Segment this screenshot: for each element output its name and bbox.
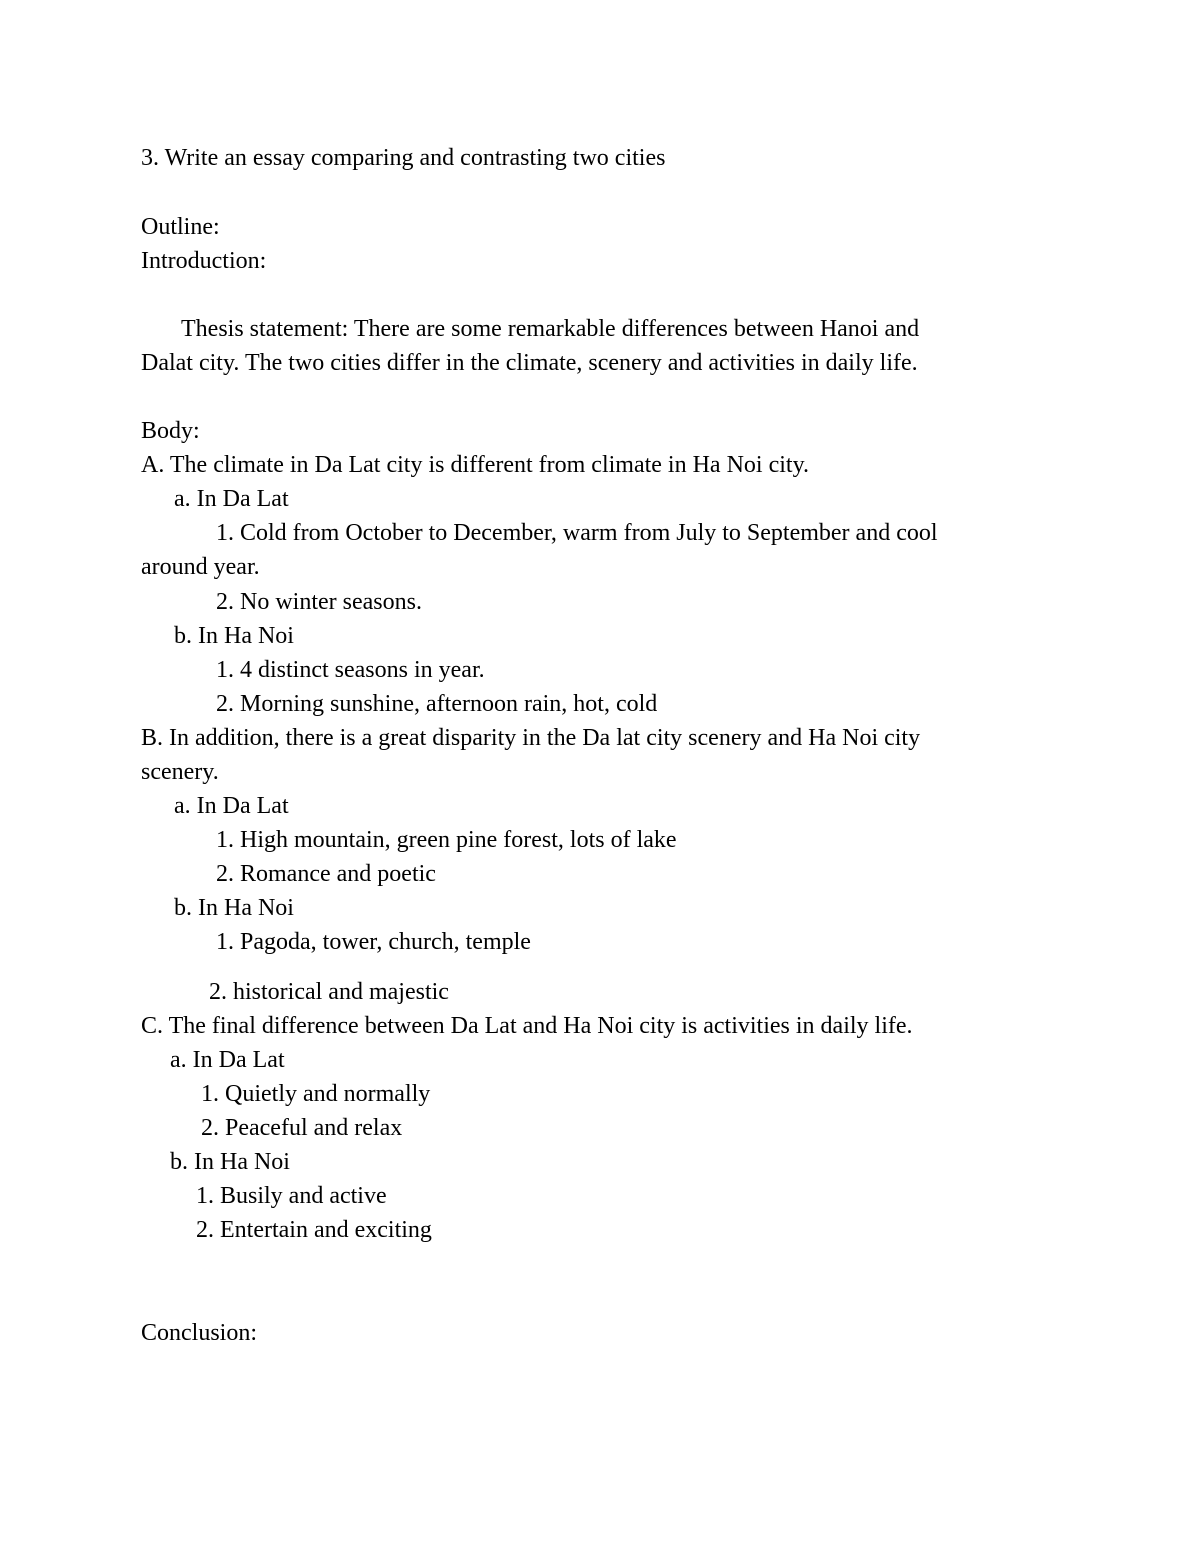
- section-b-heading-line-1: B. In addition, there is a great disparity in the Da lat city scenery and Ha Noi city: [141, 725, 921, 751]
- section-c-sub-b: b. In Ha Noi: [170, 1149, 290, 1175]
- section-b-heading-line-2: scenery.: [141, 759, 219, 785]
- document-title: 3. Write an essay comparing and contrasting two cities: [141, 145, 666, 171]
- section-c-sub-a: a. In Da Lat: [170, 1047, 285, 1073]
- section-a-heading: A. The climate in Da Lat city is different from climate in Ha Noi city.: [141, 452, 810, 478]
- section-a-sub-a-item-2: 2. No winter seasons.: [216, 589, 422, 615]
- section-b-sub-a: a. In Da Lat: [174, 793, 289, 819]
- thesis-line-2: Dalat city. The two cities differ in the climate, scenery and activities in daily life.: [141, 350, 918, 376]
- section-a-sub-a: a. In Da Lat: [174, 486, 289, 512]
- conclusion-label: Conclusion:: [141, 1320, 258, 1346]
- introduction-label: Introduction:: [141, 248, 267, 274]
- section-c-heading: C. The final difference between Da Lat and Ha Noi city is activities in daily life.: [141, 1013, 913, 1039]
- body-label: Body:: [141, 418, 200, 444]
- section-a-sub-b: b. In Ha Noi: [174, 623, 294, 649]
- section-c-sub-b-item-2: 2. Entertain and exciting: [196, 1217, 432, 1243]
- section-a-sub-b-item-1: 1. 4 distinct seasons in year.: [216, 657, 485, 683]
- section-b-sub-a-item-2: 2. Romance and poetic: [216, 861, 436, 887]
- section-c-sub-a-item-1: 1. Quietly and normally: [201, 1081, 431, 1107]
- section-a-sub-a-item-1-line-2: around year.: [141, 554, 260, 580]
- section-a-sub-a-item-1-line-1: 1. Cold from October to December, warm from July to September and cool: [216, 520, 938, 546]
- section-c-sub-b-item-1: 1. Busily and active: [196, 1183, 387, 1209]
- section-c-sub-a-item-2: 2. Peaceful and relax: [201, 1115, 403, 1141]
- outline-label: Outline:: [141, 214, 220, 240]
- thesis-line-1: Thesis statement: There are some remarkable differences between Hanoi and: [181, 316, 920, 342]
- section-b-sub-b-item-2: 2. historical and majestic: [209, 979, 449, 1005]
- section-a-sub-b-item-2: 2. Morning sunshine, afternoon rain, hot, cold: [216, 691, 658, 717]
- section-b-sub-b: b. In Ha Noi: [174, 895, 294, 921]
- section-b-sub-a-item-1: 1. High mountain, green pine forest, lots of lake: [216, 827, 677, 853]
- section-b-sub-b-item-1: 1. Pagoda, tower, church, temple: [216, 929, 531, 955]
